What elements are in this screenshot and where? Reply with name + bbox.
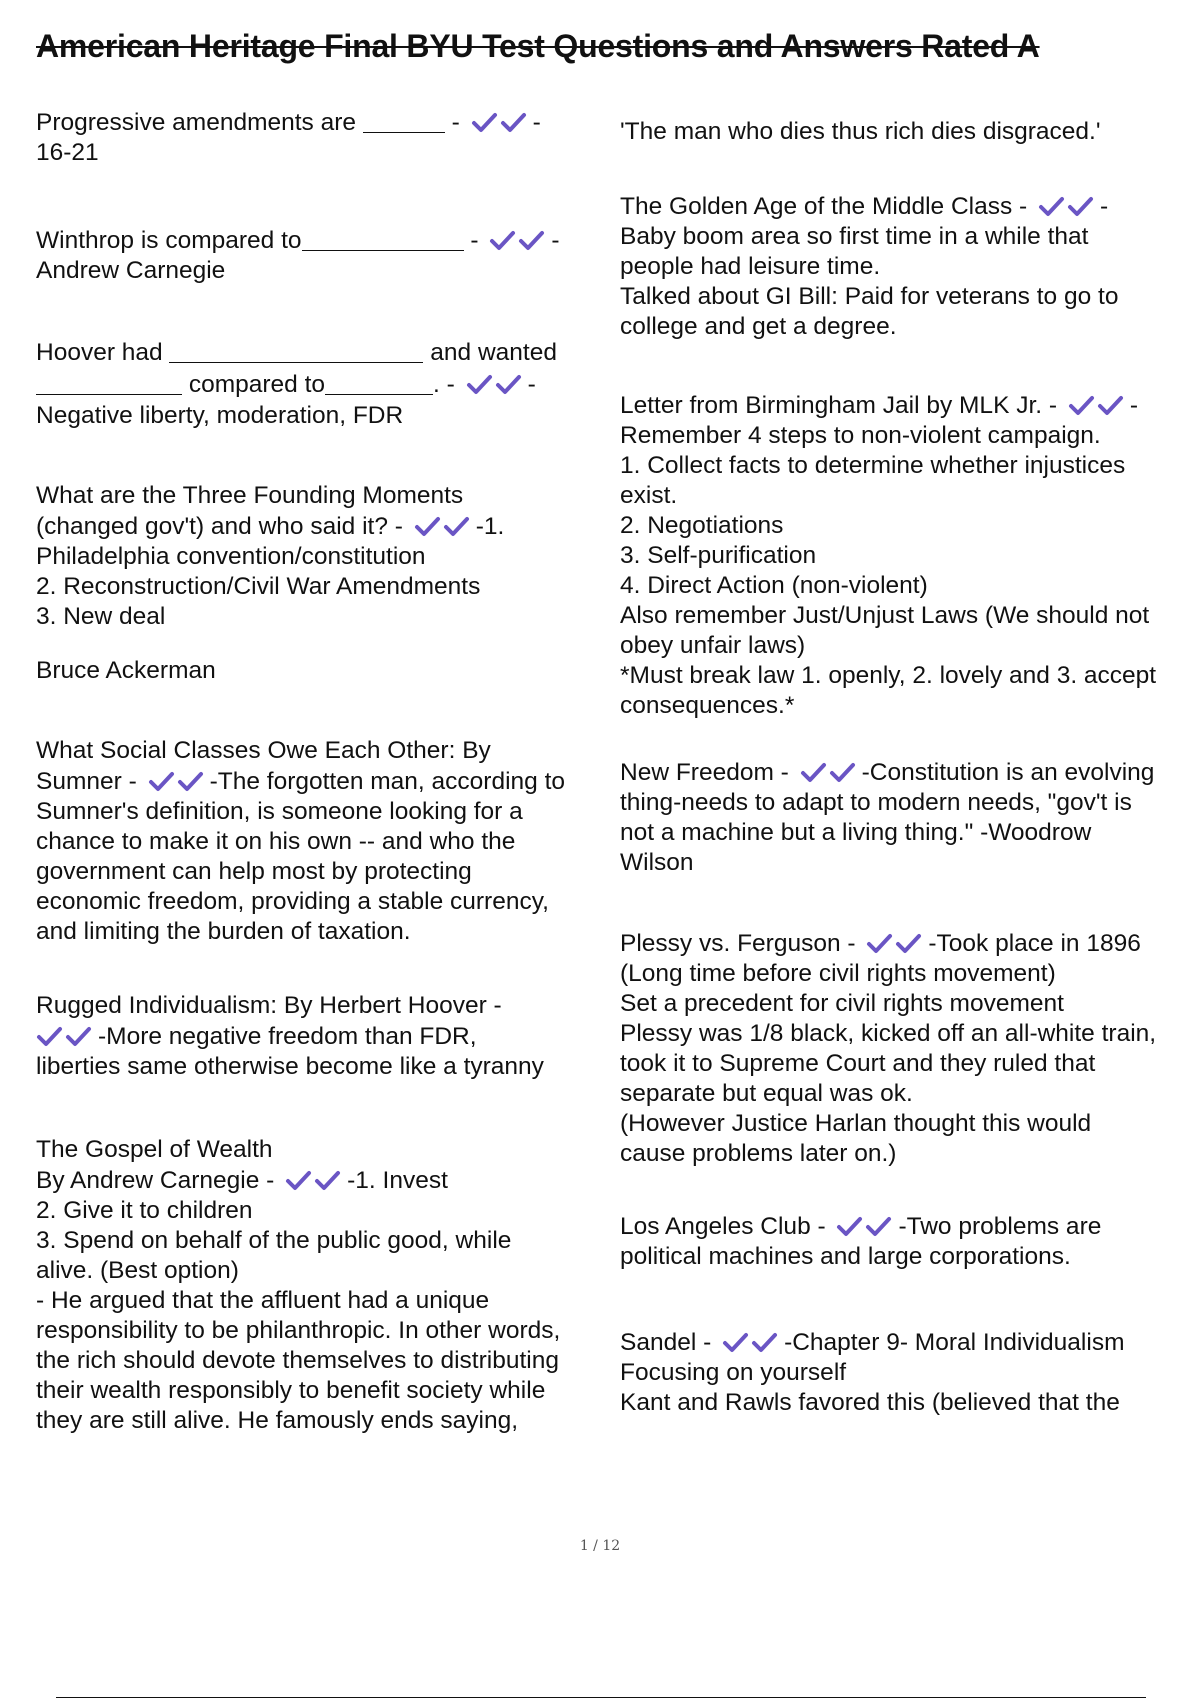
double-check-icon [866, 932, 924, 954]
answer-text: Plessy was 1/8 black, kicked off an all-white train, [620, 1020, 1157, 1047]
answer-text: chance to make it on his own -- and who the [36, 828, 516, 855]
double-check-icon [489, 229, 547, 251]
answer-text: -Chapter 9- Moral Individualism [784, 1329, 1125, 1356]
answer-text: 16-21 [36, 139, 99, 166]
answer-text: Also remember Just/Unjust Laws (We should not [620, 602, 1150, 629]
double-check-icon [471, 111, 529, 133]
question-text: Sandel - [620, 1329, 712, 1356]
question-text: Progressive amendments are [36, 109, 357, 136]
answer-text: -1. Invest [347, 1167, 448, 1194]
answer-text: government can help most by protecting [36, 858, 472, 885]
card-quote [620, 117, 1195, 147]
double-check-icon [148, 770, 206, 792]
question-text: Sumner - [36, 768, 137, 795]
double-check-icon [285, 1169, 343, 1191]
answer-text: 2. Give it to children [36, 1197, 253, 1224]
double-check-icon [414, 515, 472, 537]
answer-text: -More negative freedom than FDR, [98, 1023, 477, 1050]
answer-text: cause problems later on.) [620, 1140, 897, 1167]
question-text: New Freedom - [620, 759, 789, 786]
answer-text: *Must break law 1. openly, 2. lovely and 3. accept [620, 662, 1157, 689]
answer-text: took it to Supreme Court and they ruled that [620, 1050, 1096, 1077]
question-text: Los Angeles Club - [620, 1213, 826, 1240]
answer-text: 2. Negotiations [620, 512, 784, 539]
answer-text: college and get a degree. [620, 313, 897, 340]
question-text: Winthrop is compared to [36, 227, 302, 254]
footer-divider [56, 1697, 1146, 1698]
answer-text: 3. Self-purification [620, 542, 817, 569]
answer-text: political machines and large corporations. [620, 1243, 1071, 1270]
card-progressive: Progressive amendments are - - 16-21 [36, 108, 606, 168]
answer-text: -Constitution is an evolving [861, 759, 1155, 786]
answer-text: and limiting the burden of taxation. [36, 918, 411, 945]
answer-text: -1. [475, 513, 505, 540]
card-gospel-of-wealth [36, 1134, 606, 1436]
page-title: American Heritage Final BYU Test Questions and Answers Rated A [36, 28, 1040, 64]
question-text: The Golden Age of the Middle Class - [620, 193, 1028, 220]
answer-text: 3. Spend on behalf of the public good, while [36, 1227, 512, 1254]
question-text: What are the Three Founding Moments [36, 482, 464, 509]
question-text: (changed gov't) and who said it? - [36, 513, 403, 540]
question-text: Rugged Individualism: By Herbert Hoover - [36, 992, 502, 1019]
answer-text: Andrew Carnegie [36, 257, 226, 284]
answer-text: Philadelphia convention/constitution [36, 543, 426, 570]
answer-text: thing-needs to adapt to modern needs, "gov't is [620, 789, 1132, 816]
card-golden-age: The Golden Age of the Middle Class - - Baby boom area so first time in a while that people had leisure time. Talked about GI Bill: Paid for veterans to go to college and get a degree. [620, 192, 1195, 342]
answer-text: consequences.* [620, 692, 795, 719]
double-check-icon [836, 1215, 894, 1237]
answer-text: Set a precedent for civil rights movement [620, 990, 1064, 1017]
card-winthrop: Winthrop is compared to - - Andrew Carnegie [36, 226, 606, 286]
card-plessy-ferguson [620, 929, 1195, 1169]
answer-text: (Long time before civil rights movement) [620, 960, 1056, 987]
answer-text: they are still alive. He famously ends saying, [36, 1407, 519, 1434]
answer-text: -The forgotten man, according to [209, 768, 566, 795]
double-check-icon [722, 1331, 780, 1353]
answer-text: obey unfair laws) [620, 632, 806, 659]
question-text-2: and wanted [430, 339, 557, 366]
double-check-icon [800, 761, 858, 783]
question-text: The Gospel of Wealth [36, 1136, 273, 1163]
answer-text: separate but equal was ok. [620, 1080, 913, 1107]
double-check-icon [1068, 394, 1126, 416]
answer-text: - He argued that the affluent had a unique [36, 1287, 490, 1314]
answer-text: the rich should devote themselves to distributing [36, 1347, 559, 1374]
answer-text: exist. [620, 482, 678, 509]
question-text: Letter from Birmingham Jail by MLK Jr. - [620, 392, 1058, 419]
answer-text: Focusing on yourself [620, 1359, 847, 1386]
answer-text: their wealth responsibly to benefit society while [36, 1377, 546, 1404]
answer-text: (However Justice Harlan thought this would [620, 1110, 1092, 1137]
answer-text: 'The man who dies thus rich dies disgraced.' [620, 118, 1101, 145]
question-text: By Andrew Carnegie - [36, 1167, 275, 1194]
card-rugged-individualism [36, 990, 606, 1082]
answer-text: 4. Direct Action (non-violent) [620, 572, 928, 599]
question-text-3: compared to [188, 371, 325, 398]
double-check-icon [36, 1025, 94, 1047]
answer-text: 2. Reconstruction/Civil War Amendments [36, 573, 481, 600]
answer-text: Negative liberty, moderation, FDR [36, 402, 404, 429]
double-check-icon [1038, 195, 1096, 217]
answer-text: alive. (Best option) [36, 1257, 239, 1284]
double-check-icon [466, 373, 524, 395]
answer-text: responsibility to be philanthropic. In other words, [36, 1317, 561, 1344]
card-hoover: Hoover had and wanted compared to . - - Negative liberty, moderation, FDR [36, 337, 606, 431]
question-text: What Social Classes Owe Each Other: By [36, 737, 491, 764]
answer-text: Remember 4 steps to non-violent campaign. [620, 422, 1101, 449]
answer-text: economic freedom, providing a stable currency, [36, 888, 549, 915]
answer-text: Bruce Ackerman [36, 657, 216, 684]
answer-text: Kant and Rawls favored this (believed that the [620, 1389, 1120, 1416]
card-birmingham-letter: Letter from Birmingham Jail by MLK Jr. - - Remember 4 steps to non-violent campaign. 1. Collect facts to determine whether injustices exist. 2. Negotiations 3. Self-purification 4. Direct Action (non-violent) Also remember Just/Unjust Laws (We should not obey unfair laws) *Must break law 1. openly, 2. lovely and 3. accept consequences.* [620, 391, 1195, 721]
question-text: Plessy vs. Ferguson - [620, 930, 856, 957]
answer-text: Talked about GI Bill: Paid for veterans to go to [620, 283, 1119, 310]
page-number: 1 / 12 [579, 1538, 621, 1554]
card-new-freedom [620, 758, 1195, 878]
answer-text: people had leisure time. [620, 253, 881, 280]
answer-text: Baby boom area so first time in a while that [620, 223, 1089, 250]
answer-text: Wilson [620, 849, 694, 876]
answer-text: -Took place in 1896 [928, 930, 1141, 957]
card-founding-moments [36, 480, 606, 686]
card-los-angeles-club [620, 1212, 1195, 1272]
answer-text: liberties same otherwise become like a tyranny [36, 1053, 544, 1080]
answer-text: Sumner's definition, is someone looking for a [36, 798, 523, 825]
question-text-1: Hoover had [36, 339, 163, 366]
answer-text: -Two problems are [898, 1213, 1102, 1240]
card-sumner [36, 735, 606, 947]
answer-text: not a machine but a living thing." -Woodrow [620, 819, 1092, 846]
answer-text: 3. New deal [36, 603, 166, 630]
answer-text: 1. Collect facts to determine whether injustices [620, 452, 1126, 479]
card-sandel [620, 1328, 1195, 1418]
